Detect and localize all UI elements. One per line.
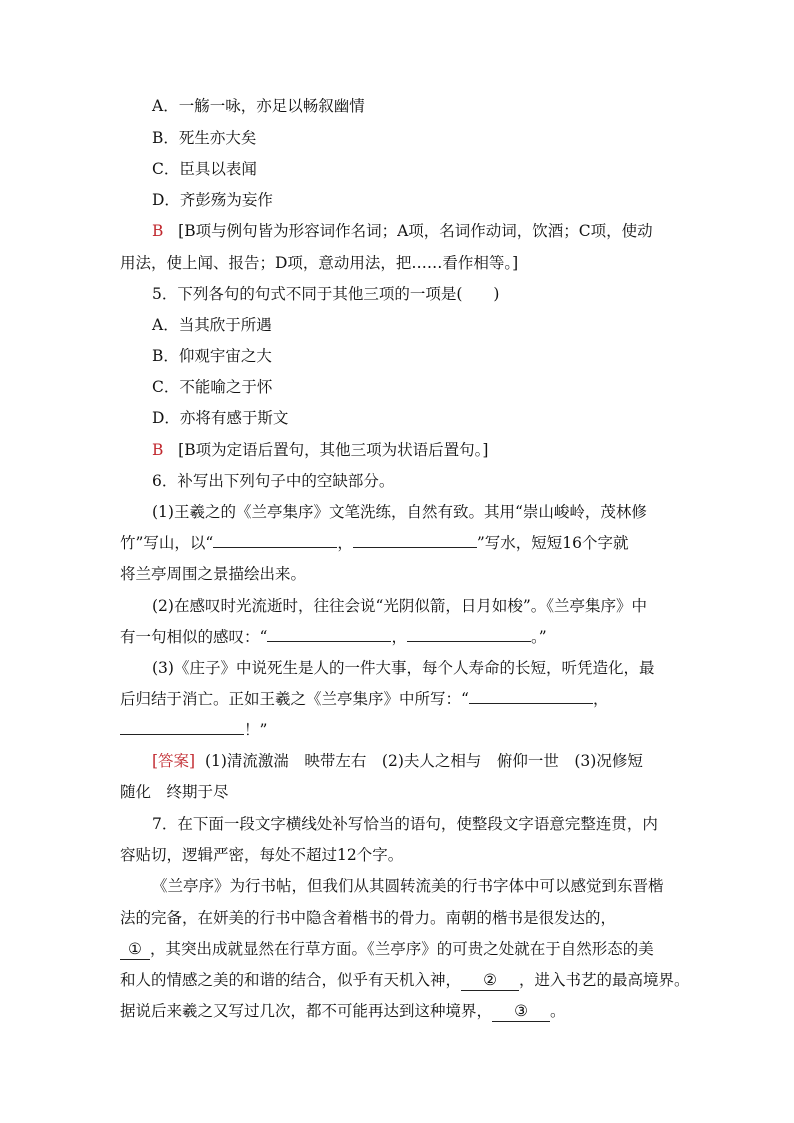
- q4-option-b: B．死生亦大矣: [152, 129, 257, 147]
- q7-stem-line1: 7．在下面一段文字横线处补写恰当的语句，使整段文字语意完整连贯，内: [152, 815, 658, 833]
- q6-p2-line2: 有一句相似的感叹：“ ， 。”: [120, 628, 547, 646]
- q6-p1-line2: 竹”写山，以“ ， ”写水，短短16个字就: [120, 534, 629, 552]
- q5-answer-letter: B: [152, 441, 164, 459]
- q6-p2-line1: (2)在感叹时光流逝时，往往会说“光阴似箭，日月如梭”。《兰亭集序》中: [152, 597, 648, 615]
- q4-option-c: C．臣具以表闻: [152, 160, 257, 178]
- q5-stem: 5．下列各句的句式不同于其他三项的一项是( ): [152, 285, 500, 303]
- fill-blank[interactable]: [120, 720, 244, 735]
- fill-blank[interactable]: [353, 533, 477, 548]
- q4-answer-line: [152, 221, 653, 241]
- q4-answer-letter: B: [152, 222, 164, 240]
- fill-blank[interactable]: [267, 627, 391, 642]
- blank-1[interactable]: ①: [120, 939, 150, 960]
- q4-explanation-1: [B项与例句皆为形容词作名词；A项，名词作动词，饮酒；C项，使动: [178, 222, 653, 240]
- q6-answer-line2: 随化 终期于尽: [120, 783, 229, 801]
- q4-option-d: D．齐彭殇为妄作: [152, 191, 273, 209]
- q6-p1-line1: (1)王羲之的《兰亭集序》文笔洗练，自然有致。其用“崇山峻岭，茂林修: [152, 503, 647, 521]
- fill-blank[interactable]: [469, 689, 593, 704]
- fill-blank[interactable]: [213, 533, 337, 548]
- q6-p3-line3: ！”: [120, 720, 267, 740]
- q7-passage-line4: 和人的情感之美的和谐的结合，似乎有天机入神， ② ，进入书艺的最高境界。: [120, 971, 690, 989]
- q7-passage-line3: ① ，其突出成就显然在行草方面。《兰亭序》的可贵之处就在于自然形态的美: [120, 939, 654, 960]
- blank-2[interactable]: ②: [461, 970, 519, 991]
- q6-answer-line1: [答案] (1)清流激湍 映带左右 (2)夫人之相与 俯仰一世 (3)况修短: [152, 752, 643, 770]
- q6-p3-line1: (3)《庄子》中说死生是人的一件大事，每个人寿命的长短，听凭造化，最: [152, 659, 655, 677]
- q5-option-b: B．仰观宇宙之大: [152, 347, 272, 365]
- q4-explanation-2: 用法，使上闻、报告；D项，意动用法，把……看作相等。]: [120, 254, 519, 272]
- q7-passage-line5: 据说后来羲之又写过几次，都不可能再达到这种境界， ③ 。: [120, 1002, 566, 1020]
- q7-passage-line1: 《兰亭序》为行书帖，但我们从其圆转流美的行书字体中可以感觉到东晋楷: [152, 877, 664, 895]
- q6-p3-line2: 后归结于消亡。正如王羲之《兰亭集序》中所写：“ ，: [120, 690, 609, 708]
- q6-stem: 6．补写出下列句子中的空缺部分。: [152, 472, 395, 490]
- q4-option-a: A．一觞一咏，亦足以畅叙幽情: [152, 97, 365, 115]
- q6-p1-line3: 将兰亭周围之景描绘出来。: [120, 565, 307, 583]
- answer-tag: [答案]: [152, 752, 196, 770]
- q5-answer-line: [152, 440, 488, 460]
- blank-3[interactable]: ③: [492, 1001, 550, 1022]
- fill-blank[interactable]: [407, 627, 531, 642]
- q5-option-c: C．不能喻之于怀: [152, 378, 273, 396]
- q5-option-d: D．亦将有感于斯文: [152, 409, 289, 427]
- q7-stem-line2: 容贴切，逻辑严密，每处不超过12个字。: [120, 846, 404, 864]
- q7-passage-line2: 法的完备，在妍美的行书中隐含着楷书的骨力。南朝的楷书是很发达的，: [120, 909, 617, 927]
- q5-option-a: A．当其欣于所遇: [152, 316, 272, 334]
- q5-explanation: [B项为定语后置句，其他三项为状语后置句。]: [178, 441, 489, 459]
